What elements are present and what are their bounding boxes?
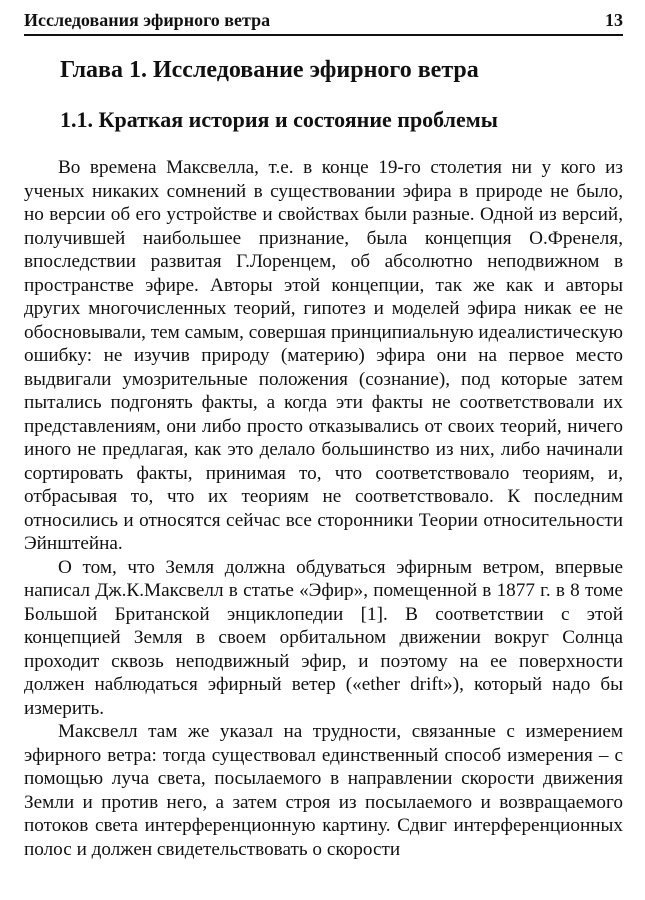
body-text: [24, 156, 623, 861]
running-title: Исследования эфирного ветра: [24, 10, 271, 30]
section-title: 1.1. Краткая история и состояние проблемы: [60, 107, 498, 132]
page-number: 13: [605, 10, 623, 30]
paragraph: О том, что Земля должна обдуваться эфирным ветром, впервые написал Дж.К.Максвелл в статье «Эфир», помещенной в 1877 г. в 8 томе Большой Британской энциклопедии [1]. В соответствии с этой концепцией Земля в своем орбитальном движении вокруг Солнца проходит сквозь неподвижный эфир, и поэтому на ее поверхности должен наблюдаться эфирный ветер («ether drift»), который надо бы измерить.: [24, 556, 623, 719]
paragraph: Во времена Максвелла, т.е. в конце 19-го столетия ни у кого из ученых никаких сомнений в существовании эфира в природе не было, но версии об его устройстве и свойствах были разные. Одной из версий, получившей наибольшее признание, была концепция О.Френеля, впоследствии развитая Г.Лоренцем, об абсолютно неподвижном в пространстве эфире. Авторы этой концепции, так же как и авторы других многочисленных теорий, гипотез и моделей эфира никак ее не обосновывали, тем самым, совершая принципиальную идеалистическую ошибку: не изучив природу (материю) эфира они на первое место выдвигали умозрительные положения (сознание), под которые затем пытались подгонять факты, а когда эти факты не соответствовали их представлениям, они либо просто отказывались от своих теорий, ничего иного не предлагая, как это делало большинство из них, либо начинали сортировать факты, принимая то, что соответствовало теориям, и, отбрасывая то, что их теориям не соответствовало. К последним относились и относятся сейчас все сторонники Теории относительности Эйнштейна.: [24, 157, 623, 554]
running-header: [24, 8, 623, 36]
paragraph: Максвелл там же указал на трудности, связанные с измерением эфирного ветра: тогда существовал единственный способ измерения – с помощью луча света, посылаемого в направлении скорости движения Земли и против него, а затем строя из посылаемого и возвращаемого потоков света интерференционную картину. Сдвиг интерференционных полос и должен свидетельствовать о скорости: [24, 721, 623, 860]
chapter-title: Глава 1. Исследование эфирного ветра: [60, 57, 479, 83]
